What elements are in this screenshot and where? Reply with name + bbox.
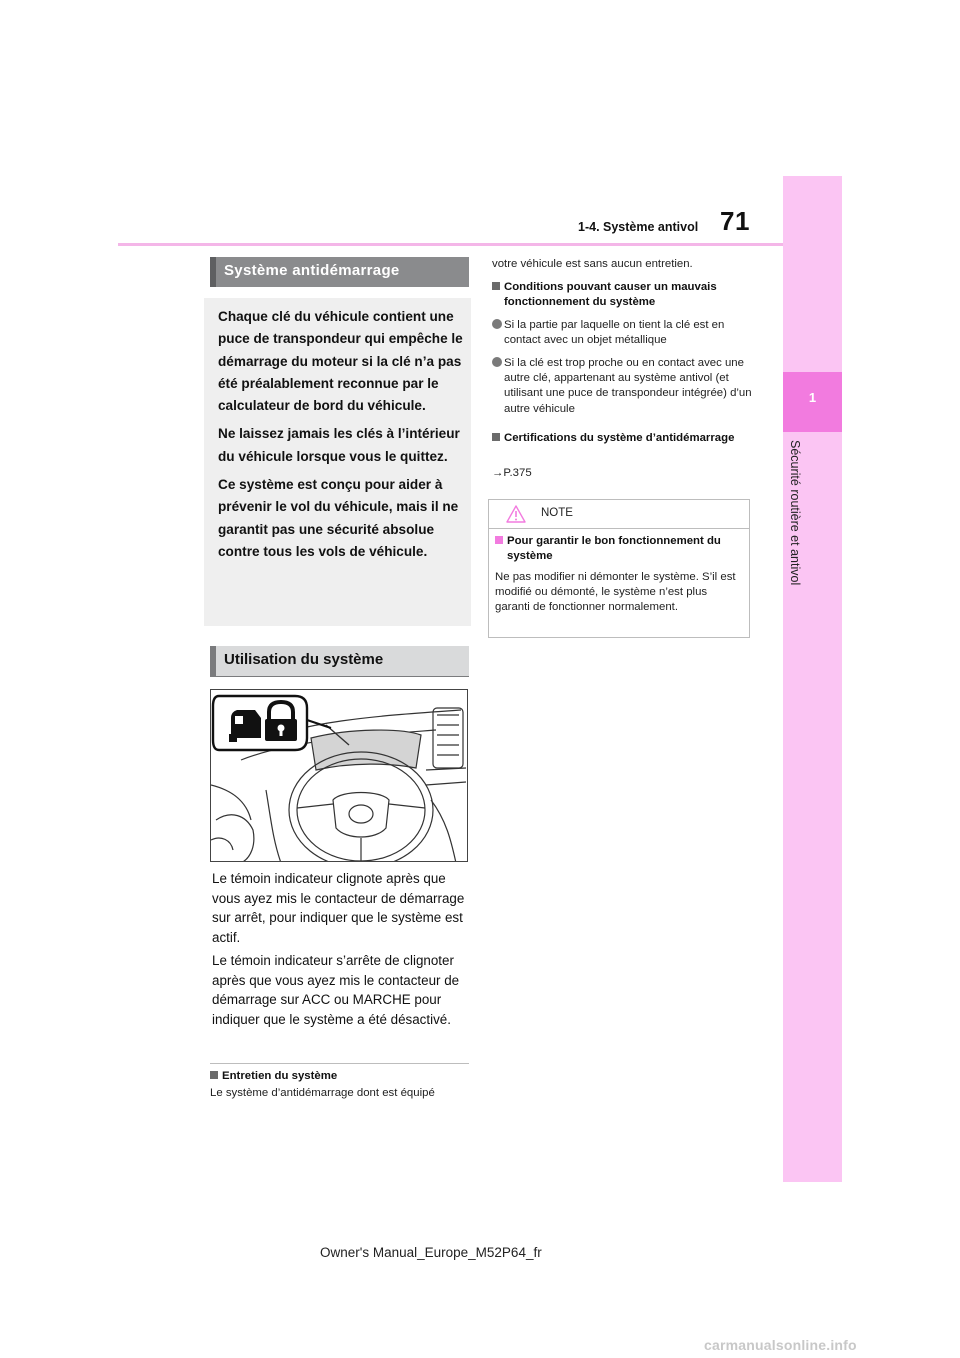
condition-bullet [492, 318, 762, 348]
maintenance-text-start: Le système d’antidémarrage dont est équipé [210, 1087, 435, 1099]
note-body: Ne pas modifier ni démonter le système. S’il est modifié ou démonté, le système n’est plus garanti de fonctionner normalement. [495, 571, 736, 614]
note-title: NOTE [541, 507, 573, 519]
chapter-label [784, 440, 804, 600]
certifications-heading-text: Certifications du système d’antidémarrage [504, 432, 735, 444]
square-bullet-icon [495, 536, 503, 544]
dashboard-illustration [210, 689, 468, 862]
conditions-heading-text: Conditions pouvant causer un mauvais fonctionnement du système [504, 281, 717, 308]
section-underline [210, 676, 469, 677]
header-rule [118, 243, 783, 246]
intro-box [204, 298, 471, 626]
chapter-number: 1 [808, 390, 817, 405]
section-header-bar [210, 257, 216, 287]
warning-triangle-icon [506, 505, 526, 523]
square-bullet-icon [492, 282, 500, 290]
bullet-dot-icon [492, 319, 502, 329]
dashboard-drawing [211, 690, 468, 862]
section-header-bar [210, 646, 216, 676]
note-box [488, 499, 750, 638]
square-bullet-icon [492, 433, 500, 441]
section-title: Utilisation du système [224, 651, 384, 668]
square-bullet-icon [210, 1071, 218, 1079]
intro-paragraph: Ce système est conçu pour aider à prévenir le vol du véhicule, mais il ne garantit pas une sécurité absolue contre tous les vols de véhicule. [218, 477, 459, 559]
chapter-title: 1-4. Système antivol [578, 220, 699, 234]
certifications-heading [492, 431, 762, 446]
section-header-antidemarrage [210, 257, 469, 287]
note-header [489, 500, 749, 529]
bullet-dot-icon [492, 357, 502, 367]
note-subheading-text: Pour garantir le bon fonctionnement du système [507, 535, 721, 562]
info-divider [210, 1063, 469, 1064]
condition-bullet-text: Si la partie par laquelle on tient la clé est en contact avec un objet métallique [504, 319, 725, 347]
intro-paragraph: Chaque clé du véhicule contient une puce de transpondeur qui empêche le démarrage du moteur si la clé n’a pas été préalablement reconnue par le calculateur de bord du véhicule. [218, 309, 463, 414]
page-number: 71 [720, 206, 750, 236]
intro-paragraph: Ne laissez jamais les clés à l’intérieur du véhicule lorsque vous le quittez. [218, 426, 460, 464]
maintenance-heading [210, 1069, 470, 1084]
indicator-paragraph: Le témoin indicateur clignote après que vous ayez mis le contacteur de démarrage sur arrêt, pour indiquer que le système est actif. [212, 871, 465, 946]
indicator-paragraph: Le témoin indicateur s’arrête de clignoter après que vous ayez mis le contacteur de démarrage sur ACC ou MARCHE pour indiquer que le système a été désactivé. [212, 953, 460, 1028]
section-title: Système antidémarrage [224, 262, 400, 279]
section-header-utilisation [210, 646, 469, 676]
chapter-number-tab[interactable] [783, 372, 842, 432]
maintenance-text-continued: votre véhicule est sans aucun entretien. [492, 258, 693, 270]
chapter-label-text: Sécurité routière et antivol [788, 440, 802, 586]
watermark: carmanualsonline.info [704, 1337, 857, 1353]
footer-manual-id: Owner's Manual_Europe_M52P64_fr [320, 1245, 542, 1260]
note-subheading [495, 534, 753, 564]
certifications-page-link[interactable]: →P.375 [492, 467, 532, 479]
condition-bullet-text: Si la clé est trop proche ou en contact avec une autre clé, appartenant au système antivol (et utilisant une puce de transpondeur intégrée) d’un autre véhicule [504, 357, 752, 415]
maintenance-heading-text: Entretien du système [222, 1070, 338, 1082]
chapter-side-tab [783, 176, 842, 1182]
conditions-heading [492, 280, 762, 310]
condition-bullet [492, 356, 762, 417]
